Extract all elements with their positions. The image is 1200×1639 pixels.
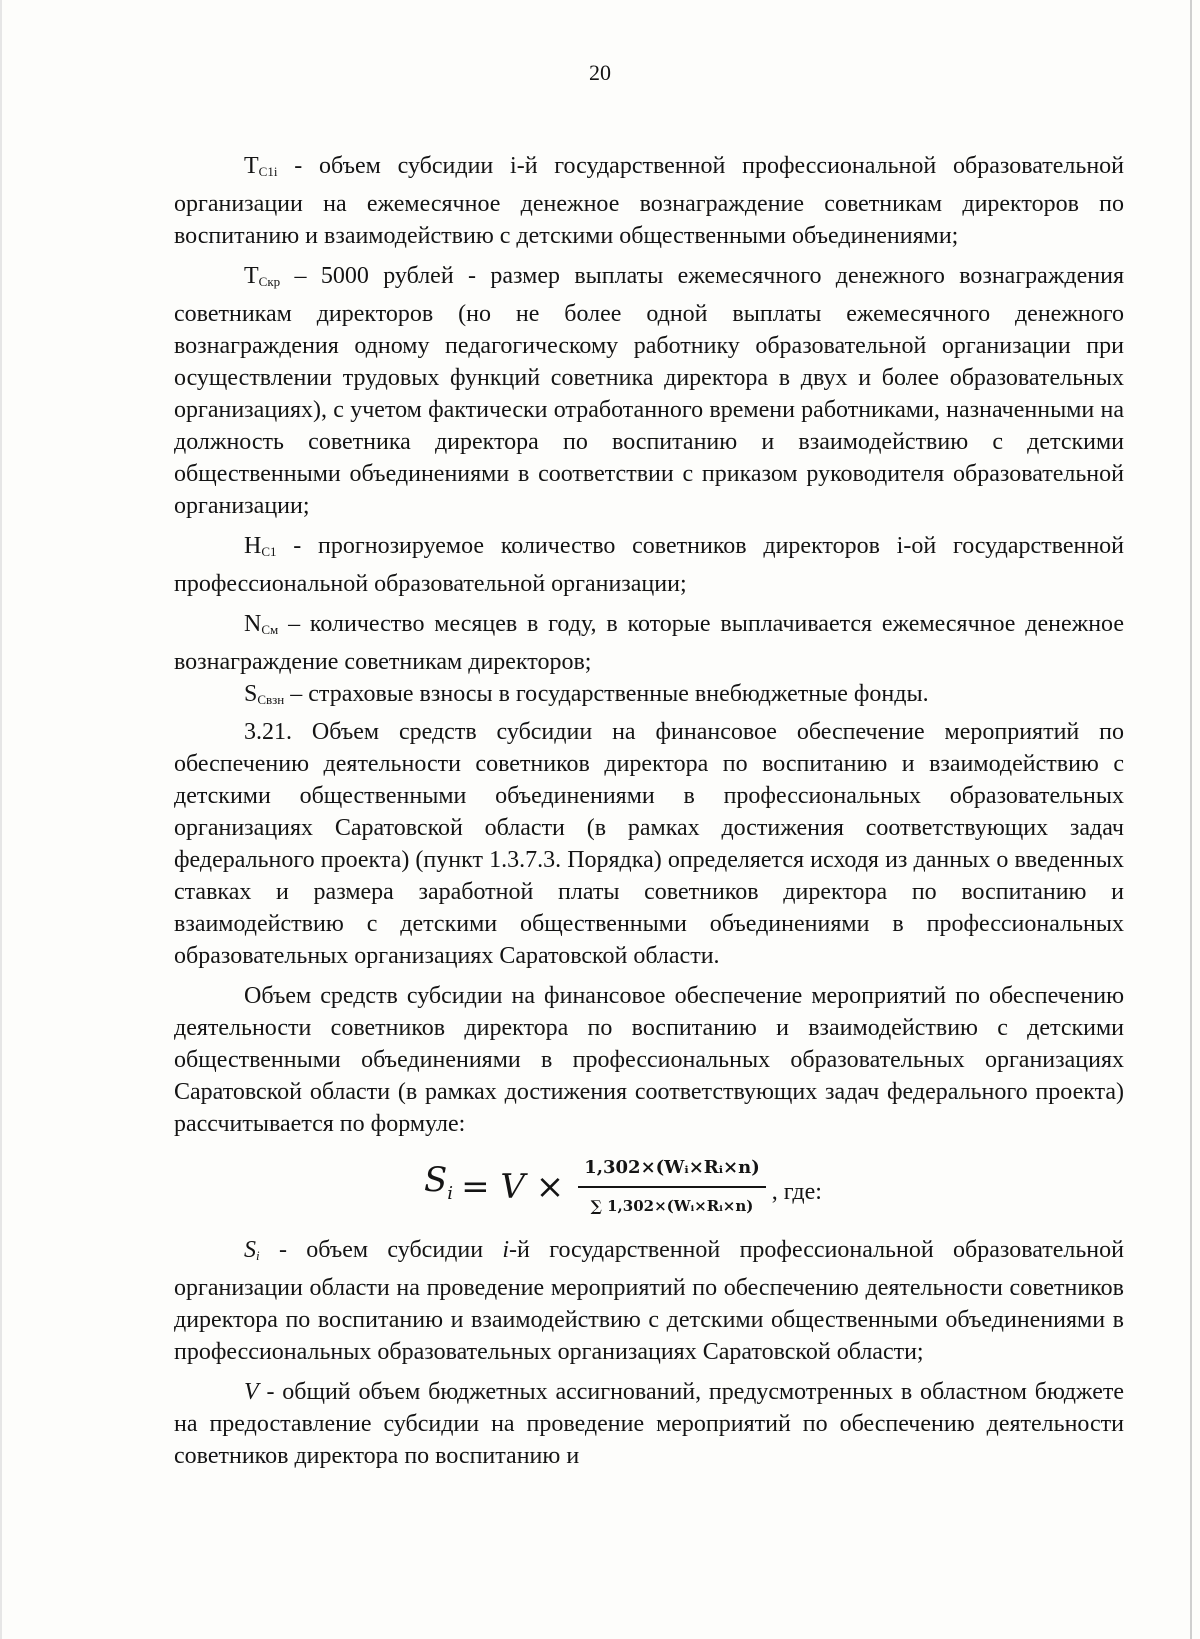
term-symbol: Н: [244, 533, 262, 559]
term-subscript: Свзн: [257, 692, 285, 707]
formula-fraction: [578, 1152, 766, 1222]
definition-text: – количество месяцев в году, в которые выплачивается ежемесячное денежное вознаграждение советникам директоров;: [174, 611, 1124, 675]
definition-text: - объем субсидии i-й государственной профессиональной образовательной организации на ежемесячное денежное вознаграждение советникам директоров по воспитанию и взаимодействию с детскими общественными объединениями;: [174, 153, 1124, 249]
definition-text: – страховые взносы в государственные внебюджетные фонды.: [284, 681, 929, 707]
formula-denominator: ∑ 1,302×(Wᵢ×Rᵢ×n): [590, 1197, 754, 1215]
formula-subscript-i: i: [447, 1182, 454, 1204]
page-number: 20: [589, 60, 611, 85]
definition-text: -й государственной профессиональной образовательной организации области на проведение мероприятий по обеспечению деятельности советников директора по воспитанию и взаимодействию с детскими общественными объединениями в профессиональных образовательных организациях Саратовской области;: [174, 1237, 1124, 1365]
formula-numerator: 1,302×(Wᵢ×Rᵢ×n): [578, 1152, 766, 1188]
term-subscript: См: [261, 622, 279, 637]
term-symbol: S: [244, 1237, 256, 1263]
term-symbol: Т: [244, 153, 259, 179]
term-subscript: С1: [261, 544, 277, 559]
paragraph-3-21: 3.21. Объем средств субсидии на финансовое обеспечение мероприятий по обеспечению деятельности советников директора по воспитанию и взаимодействию с детскими общественными объединениями в профессиональных образовательных организациях Саратовской области (в рамках достижения соответствующих задач федерального проекта) (пункт 1.3.7.3. Порядка) определяется исходя из данных о введенных ставках и размера заработной платы советников директора по воспитанию и взаимодействию с детскими общественными объединениями в профессиональных образовательных организациях Саратовской области.: [174, 719, 1124, 969]
term-symbol: V: [244, 1379, 259, 1405]
term-symbol: Т: [244, 263, 259, 289]
definition-hc1: [174, 530, 1124, 600]
definition-tc1i: [174, 150, 1124, 252]
definition-tskr: [174, 260, 1124, 522]
definition-dash: - объем субсидии: [259, 1237, 503, 1263]
formula-middle: = V ×: [461, 1167, 565, 1207]
term-subscript: Скр: [258, 274, 281, 289]
term-subscript: C1i: [258, 164, 278, 179]
scan-edge-right: [1190, 0, 1192, 1639]
term-index: i: [502, 1237, 510, 1263]
definition-ncm: [174, 608, 1124, 678]
scan-edge-left: [0, 0, 2, 1639]
document-body: [174, 150, 1124, 1472]
definition-scvzn: [174, 678, 1124, 716]
formula-lhs: [424, 1160, 454, 1210]
definition-text: - общий объем бюджетных ассигнований, предусмотренных в областном бюджете на предоставление субсидии на проведение мероприятий по обеспечению деятельности советников директора по воспитанию и: [174, 1379, 1124, 1469]
subsidy-formula: [424, 1148, 1124, 1226]
term-subscript: i: [256, 1248, 260, 1263]
term-symbol: S: [244, 681, 258, 707]
formula-symbol-s: S: [424, 1160, 448, 1201]
definition-v: [174, 1376, 1124, 1472]
definition-text: – 5000 рублей - размер выплаты ежемесячного денежного вознаграждения советникам директоров (но не более одной выплаты ежемесячного денежного вознаграждения одному педагогическому работнику образовательной организации при осуществлении трудовых функций советника директора в двух и более образовательных организациях), с учетом фактически отработанного времени работниками, назначенными на должность советника директора по воспитанию и взаимодействию с детскими общественными объединениями в соответствии с приказом руководителя образовательной организации;: [174, 263, 1124, 519]
formula-suffix: , где:: [771, 1179, 822, 1205]
term-symbol: N: [244, 611, 262, 637]
definition-text: - прогнозируемое количество советников директоров i-ой государственной профессиональной образовательной организации;: [174, 533, 1124, 597]
paragraph-formula-intro: Объем средств субсидии на финансовое обеспечение мероприятий по обеспечению деятельности советников директора по воспитанию и взаимодействию с детскими общественными объединениями в профессиональных образовательных организациях Саратовской области (в рамках достижения соответствующих задач федерального проекта) рассчитывается по формуле:: [174, 983, 1124, 1137]
definition-si: [174, 1234, 1124, 1368]
